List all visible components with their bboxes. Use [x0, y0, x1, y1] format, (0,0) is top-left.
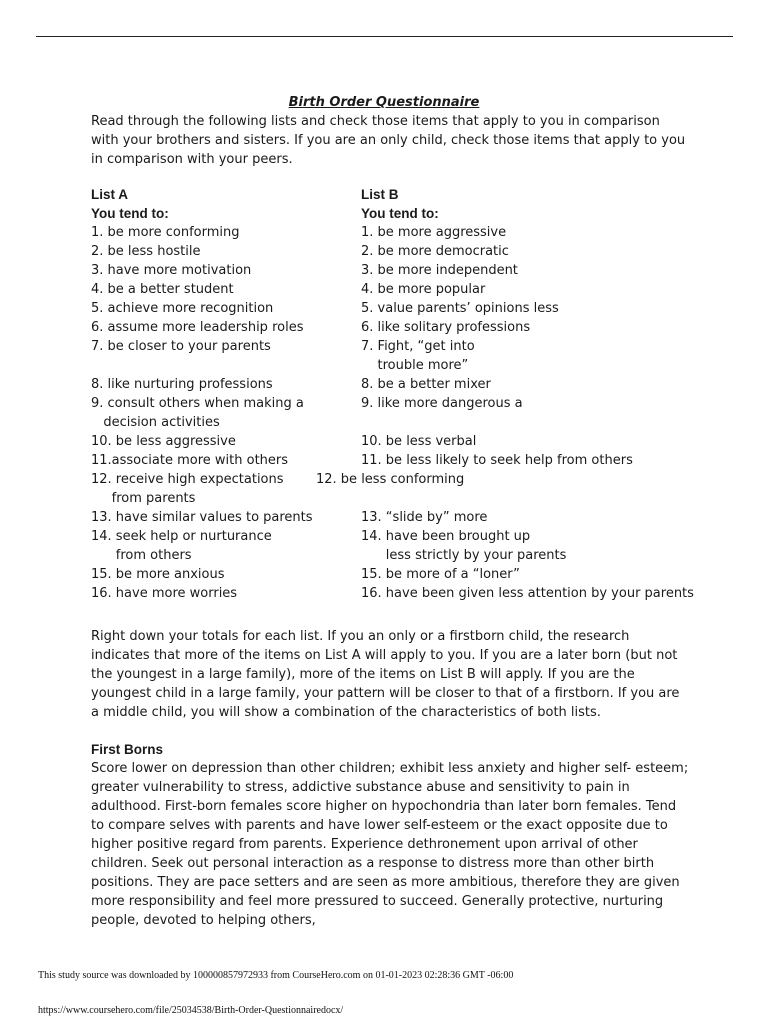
list-a: [91, 185, 351, 603]
list-item: from parents: [91, 491, 196, 506]
list-item: 1. be more aggressive: [361, 225, 507, 240]
list-item: 16. have more worries: [91, 586, 238, 601]
list-a-subheading: You tend to:: [91, 206, 169, 221]
list-item: 13. “slide by” more: [361, 510, 488, 525]
intro-paragraph: Read through the following lists and check those items that apply to you in comparison with your brothers and sisters. If you are an only child, check those items that apply to you in comparison with your peers.: [91, 114, 686, 167]
list-item: trouble more”: [361, 358, 469, 373]
list-item: 14. have been brought up: [361, 529, 531, 544]
list-item: [91, 356, 351, 375]
list-item: 11.associate more with others: [91, 453, 289, 468]
list-item: 12. receive high expectations: [91, 472, 284, 487]
list-item: 11. be less likely to seek help from others: [361, 453, 633, 468]
list-item: 4. be a better student: [91, 282, 234, 297]
list-item: 3. have more motivation: [91, 263, 252, 278]
list-item: 6. assume more leadership roles: [91, 320, 304, 335]
top-rule: [36, 36, 733, 37]
list-item: [361, 489, 701, 508]
list-item: 14. seek help or nurturance: [91, 529, 272, 544]
list-item: 7. be closer to your parents: [91, 339, 271, 354]
footer-source-line: This study source was downloaded by 100000857972933 from CourseHero.com on 01-01-2023 02:28:36 GMT -06:00: [38, 970, 514, 981]
list-item: 9. consult others when making a: [91, 396, 304, 411]
list-item: 16. have been given less attention by your parents: [361, 586, 694, 601]
list-item: 8. be a better mixer: [361, 377, 491, 392]
list-item: [361, 413, 701, 432]
list-a-heading: List A: [91, 187, 128, 202]
list-item: 12. be less conforming: [316, 472, 465, 487]
list-item: 2. be less hostile: [91, 244, 201, 259]
list-item: 4. be more popular: [361, 282, 486, 297]
list-item: 9. like more dangerous a: [361, 396, 523, 411]
list-item: 10. be less aggressive: [91, 434, 236, 449]
list-item: from others: [91, 548, 192, 563]
list-item: 15. be more anxious: [91, 567, 225, 582]
list-item: 6. like solitary professions: [361, 320, 531, 335]
list-item: 13. have similar values to parents: [91, 510, 313, 525]
list-item: 2. be more democratic: [361, 244, 509, 259]
list-item: 3. be more independent: [361, 263, 518, 278]
list-item: less strictly by your parents: [361, 548, 567, 563]
list-item: 7. Fight, “get into: [361, 339, 475, 354]
list-b-heading: List B: [361, 187, 399, 202]
first-borns-heading: First Borns: [91, 742, 164, 757]
document-title: Birth Order Questionnaire: [288, 95, 480, 110]
list-item: 8. like nurturing professions: [91, 377, 273, 392]
document-page: [91, 93, 694, 930]
list-item: decision activities: [91, 415, 220, 430]
list-item: 1. be more conforming: [91, 225, 240, 240]
list-item: 15. be more of a “loner”: [361, 567, 520, 582]
list-a-items: [91, 223, 351, 603]
list-b: [316, 185, 701, 603]
list-item: 5. achieve more recognition: [91, 301, 274, 316]
list-b-items: [316, 223, 701, 603]
totals-paragraph: Right down your totals for each list. If you an only or a firstborn child, the research indicates that more of the items on List A will apply to you. If you are a later born (but not the youngest in a large family), more of the items on List B will apply. If you are the youngest child in a large family, your pattern will be closer to that of a firstborn. If you are a middle child, you will show a combination of the characteristics of both lists.: [91, 629, 680, 720]
list-item: 10. be less verbal: [361, 434, 477, 449]
list-item: 5. value parents’ opinions less: [361, 301, 559, 316]
lists-section: [91, 185, 694, 605]
list-b-subheading: You tend to:: [361, 206, 439, 221]
first-borns-paragraph: Score lower on depression than other children; exhibit less anxiety and higher self- esteem; greater vulnerability to stress, addictive substance abuse and sensitivity to pain in adulthood. First-born females score higher on hypochondria than later born females. Tend to compare selves with parents and have lower self-esteem or the exact opposite due to higher positive regard from parents. Experience dethronement upon arrival of other children. Seek out personal interaction as a response to distress more than other birth positions. They are pace setters and are seen as more ambitious, therefore they are given more responsibility and feel more pressured to succeed. Generally protective, nurturing people, devoted to helping others,: [91, 761, 689, 928]
footer-url[interactable]: https://www.coursehero.com/file/25034538/Birth-Order-Questionnairedocx/: [38, 1005, 344, 1016]
